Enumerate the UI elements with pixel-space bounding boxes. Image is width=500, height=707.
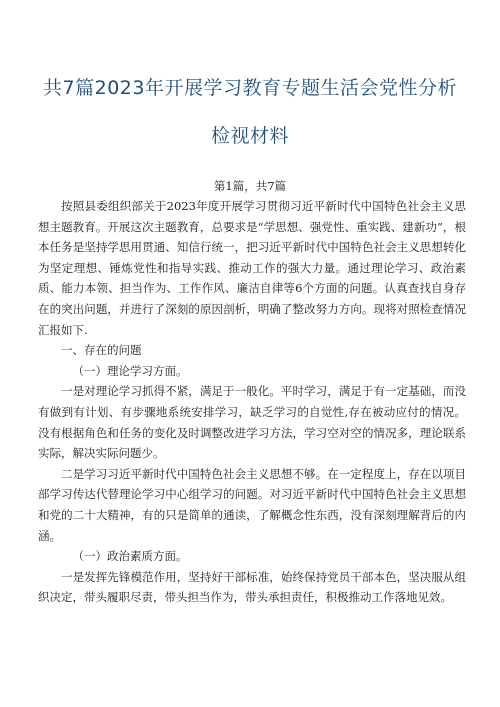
subsection-heading-theory: （一）理论学习方面。 (72, 363, 188, 378)
document-body (38, 196, 466, 608)
subsection-heading-political: （一）政治素质方面。 (72, 549, 188, 564)
paragraph-political-1: 一是发挥先锋模范作用，坚持好干部标准，始终保持党员干部本色，坚决服从组织决定，带头履职尽责，带头担当作为，带头承担责任，积极推动工作落地见效。 (38, 569, 466, 605)
section-heading-problems: 一、存在的问题 (61, 343, 142, 358)
document-title-line2: 检视材料 (210, 125, 289, 147)
document-subtitle: 第1篇，共7篇 (213, 179, 287, 193)
paragraph-theory-1: 一是对理论学习抓得不紧，满足于一般化。平时学习，满足于有一定基础，而没有做到有计划、有步骤地系统安排学习，缺乏学习的自觉性,存在被动应付的情况。没有根据角色和任务的变化及时调整改进学习方法，学习空对空的情况多，理论联系实际，解决实际问题少。 (38, 384, 466, 461)
paragraph-theory-2: 二是学习习近平新时代中国特色社会主义思想不够。在一定程度上，存在以项目部学习传达代替理论学习中心组学习的问题。对习近平新时代中国特色社会主义思想和党的二十大精神，有的只是简单的通读，了解概念性东西，没有深刻理解背后的内涵。 (38, 466, 466, 543)
paragraph-intro: 按照县委组织部关于2023年度开展学习贯彻习近平新时代中国特色社会主义思想主题教育。开展这次主题教育，总要求是“学思想、强党性、重实践、建新功”，根本任务是坚持学思用贯通、知信行统一，把习近平新时代中国特色社会主义思想转化为坚定理想、锤炼党性和指导实践、推动工作的强大力量。通过理论学习、政治素质、能力本领、担当作为、工作作风、廉洁自律等6个方面的问题。认真查找自身存在的突出问题，并进行了深刻的原因剖析，明确了整改努力方向。现将对照检查情况汇报如下. (38, 199, 466, 337)
document-title-line1: 共7篇2023年开展学习教育专题生活会党性分析 (43, 77, 457, 99)
